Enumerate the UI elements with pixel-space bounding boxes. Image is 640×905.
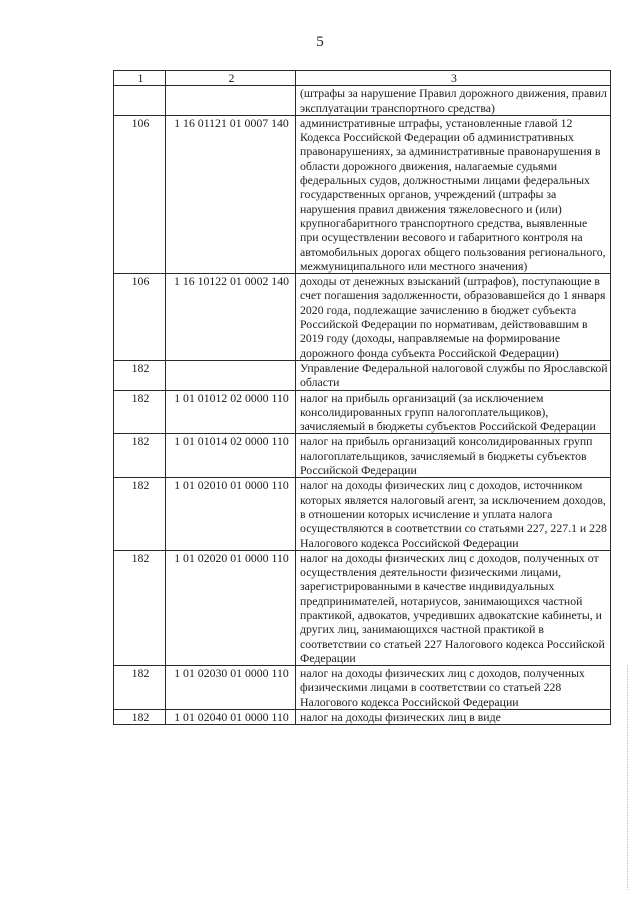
budget-code-cell: [166, 360, 296, 390]
budget-code-cell: 1 01 02040 01 0000 110: [166, 710, 296, 725]
revenue-codes-table: [113, 70, 611, 725]
description-cell: налог на прибыль организаций (за исключением консолидированных групп налогоплательщиков), зачисляемый в бюджеты субъектов Российской Федерации: [296, 390, 611, 434]
description-cell: налог на доходы физических лиц в виде: [296, 710, 611, 725]
admin-code-cell: 182: [114, 550, 166, 665]
budget-code-cell: 1 01 02030 01 0000 110: [166, 666, 296, 710]
budget-code-cell: 1 01 01012 02 0000 110: [166, 390, 296, 434]
table-row: [114, 666, 611, 710]
budget-code-cell: 1 01 01014 02 0000 110: [166, 434, 296, 478]
header-cell-3: 3: [296, 71, 611, 86]
header-cell-1: 1: [114, 71, 166, 86]
header-cell-2: 2: [166, 71, 296, 86]
table-row: [114, 434, 611, 478]
table-row: [114, 550, 611, 665]
table-header-row: [114, 71, 611, 86]
admin-code-cell: 182: [114, 434, 166, 478]
budget-code-cell: 1 01 02020 01 0000 110: [166, 550, 296, 665]
budget-code-cell: 1 16 10122 01 0002 140: [166, 274, 296, 361]
margin-scan-mark: [627, 665, 632, 890]
description-cell: налог на прибыль организаций консолидированных групп налогоплательщиков, зачисляемый в бюджеты субъектов Российской Федерации: [296, 434, 611, 478]
description-cell: налог на доходы физических лиц с доходов, источником которых является налоговый агент, за исключением доходов, в отношении которых исчисление и уплата налога осуществляются в соответствии со статьями 227, 227.1 и 228 Налогового кодекса Российской Федерации: [296, 478, 611, 550]
admin-code-cell: 106: [114, 115, 166, 273]
admin-code-cell: [114, 86, 166, 116]
table-row: [114, 478, 611, 550]
description-cell: (штрафы за нарушение Правил дорожного движения, правил эксплуатации транспортного средства): [296, 86, 611, 116]
budget-code-cell: 1 16 01121 01 0007 140: [166, 115, 296, 273]
admin-code-cell: 182: [114, 360, 166, 390]
admin-code-cell: 182: [114, 390, 166, 434]
admin-code-cell: 182: [114, 666, 166, 710]
description-cell: налог на доходы физических лиц с доходов, полученных от осуществления деятельности физическими лицами, зарегистрированными в качестве индивидуальных предпринимателей, нотариусов, занимающихся частной практикой, адвокатов, учредивших адвокатские кабинеты, и других лиц, занимающихся частной практикой в соответствии со статьей 227 Налогового кодекса Российской Федерации: [296, 550, 611, 665]
table-row: [114, 115, 611, 273]
page-number: 5: [316, 34, 324, 50]
table-row: [114, 360, 611, 390]
description-cell: Управление Федеральной налоговой службы по Ярославской области: [296, 360, 611, 390]
table-row: [114, 710, 611, 725]
description-cell: налог на доходы физических лиц с доходов, полученных физическими лицами в соответствии со статьей 228 Налогового кодекса Российской Федерации: [296, 666, 611, 710]
admin-code-cell: 182: [114, 478, 166, 550]
table-row: [114, 274, 611, 361]
budget-code-cell: 1 01 02010 01 0000 110: [166, 478, 296, 550]
description-cell: доходы от денежных взысканий (штрафов), поступающие в счет погашения задолженности, образовавшейся до 1 января 2020 года, подлежащие зачислению в бюджет субъекта Российской Федерации по нормативам, действовавшим в 2019 году (доходы, направляемые на формирование дорожного фонда субъекта Российской Федерации): [296, 274, 611, 361]
admin-code-cell: 106: [114, 274, 166, 361]
table-row: [114, 390, 611, 434]
admin-code-cell: 182: [114, 710, 166, 725]
description-cell: административные штрафы, установленные главой 12 Кодекса Российской Федерации об административных правонарушениях, за административные правонарушения в области дорожного движения, налагаемые судьями федеральных судов, должностными лицами федеральных государственных органов, учреждений (штрафы за нарушения правил движения тяжеловесного и (или) крупногабаритного транспортного средства, выявленные при осуществлении весового и габаритного контроля на автомобильных дорогах общего пользования регионального, межмуниципального или местного значения): [296, 115, 611, 273]
budget-code-cell: [166, 86, 296, 116]
table-row: [114, 86, 611, 116]
